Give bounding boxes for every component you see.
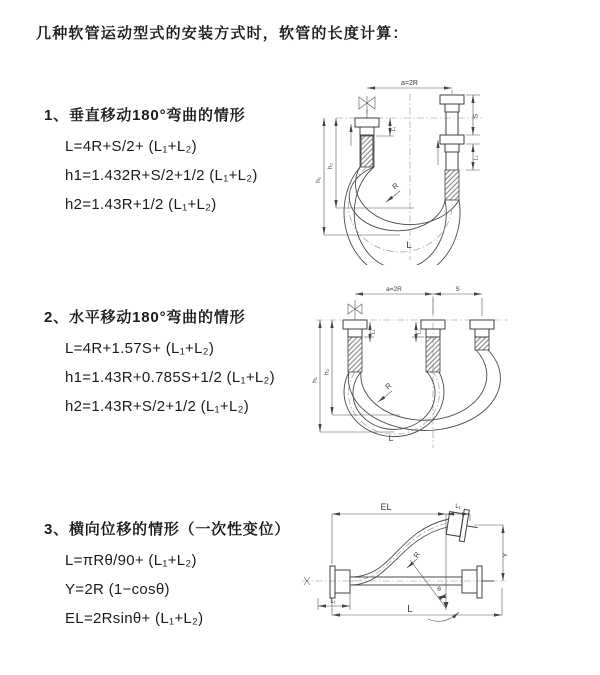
dim-label-l1: L₁: [416, 329, 423, 335]
radius-callout: [386, 181, 401, 202]
dim-s: [466, 95, 480, 135]
section-horizontal-180: [44, 306, 275, 421]
dim-label-l1: L₁: [370, 329, 377, 335]
formula-L-1: L=4R+S/2+ (L₁+L₂): [65, 138, 197, 155]
section-3-heading: 3、横向位移的情形（一次性变位）: [44, 521, 291, 538]
section-1-heading: 1、垂直移动180°弯曲的情形: [44, 107, 246, 124]
dim-label-h2: h₂: [323, 368, 331, 376]
dim-l1-left: [364, 322, 377, 342]
right-pipe-fitting: [470, 320, 494, 350]
swing-direction-arrow: [428, 612, 459, 621]
dim-l1-bottom: [318, 593, 350, 610]
formula-h1-1: h1=1.432R+S/2+1/2 (L₁+L₂): [65, 167, 258, 184]
right-flange-lower: [462, 566, 494, 598]
dim-a2r: [367, 80, 452, 114]
dim-el: [332, 502, 446, 610]
dim-label-s: S: [472, 113, 480, 119]
dim-label-y: Y: [502, 552, 510, 558]
dim-label-l: L: [407, 604, 413, 615]
dim-label-l1: L₁: [391, 126, 397, 132]
formula-h2-2: h2=1.43R+S/2+1/2 (L₁+L₂): [65, 398, 250, 415]
dim-label-l-total: L: [388, 433, 394, 443]
formula-Y-3: Y=2R (1−cosθ): [65, 581, 170, 598]
dim-label-r: R: [411, 550, 423, 560]
page-title: 几种软管运动型式的安装方式时，软管的长度计算：: [36, 25, 409, 42]
left-pipe-fitting: [343, 320, 367, 372]
s-curve-hose-displaced: [350, 519, 449, 585]
section-lateral-displacement: [44, 518, 290, 633]
formula-EL-3: EL=2Rsinθ+ (L₁+L₂): [65, 610, 204, 627]
right-pipe-fitting: [438, 95, 464, 200]
dim-a2r: [355, 286, 482, 316]
dim-label-l1: L₁: [455, 504, 461, 510]
dim-s: [433, 286, 482, 294]
dim-label-h2: h₂: [327, 162, 334, 170]
section-vertical-180: [44, 104, 258, 219]
dim-label-r: R: [390, 180, 401, 192]
centerlines: [302, 577, 506, 585]
dim-label-a2r: a=2R: [386, 286, 402, 293]
diagram-horizontal-180-bend: [308, 280, 563, 455]
u-bend-hose-displaced: [348, 350, 500, 430]
dim-label-s: S: [455, 286, 460, 293]
section-2-heading: 2、水平移动180°弯曲的情形: [44, 309, 246, 326]
radius-callout: [378, 381, 394, 402]
angle-theta: [410, 560, 459, 621]
centerlines: [316, 296, 508, 448]
dim-label-h1: h₁: [315, 177, 322, 183]
dim-label-el: EL: [380, 502, 392, 512]
diagram-lateral-displacement: [298, 498, 580, 650]
formula-h1-2: h1=1.43R+0.785S+1/2 (L₁+L₂): [65, 369, 275, 386]
braided-hose-section: [360, 136, 374, 167]
braided-hose-section: [475, 337, 489, 350]
dim-label-r: R: [383, 380, 394, 392]
u-bend-hose: [344, 167, 460, 265]
left-pipe-fitting: [351, 118, 379, 167]
dim-label-h1: h₁: [311, 377, 319, 383]
formula-L-3: L=πRθ/90+ (L₁+L₂): [65, 552, 197, 569]
formula-L-2: L=4R+1.57S+ (L₁+L₂): [65, 340, 215, 357]
dim-label-l-total: L: [406, 240, 412, 251]
radius-callout: [407, 550, 422, 568]
dim-label-l1: L₁: [473, 155, 480, 161]
braided-hose-section: [445, 170, 459, 200]
braided-hose-section: [348, 337, 362, 372]
dim-l1-right: [466, 144, 480, 170]
braided-hose-section: [426, 337, 440, 372]
u-bend-hose-original: [344, 372, 444, 437]
dim-label-a2r: a=2R: [401, 80, 418, 87]
dim-label-l1: L₁: [330, 599, 336, 605]
dim-label-theta: θ: [437, 586, 441, 593]
dim-y: [474, 525, 510, 581]
formula-h2-1: h2=1.43R+1/2 (L₁+L₂): [65, 196, 217, 213]
left-flange: [330, 566, 350, 598]
diagram-vertical-180-bend: [310, 70, 560, 265]
dim-l1-middle: [412, 322, 424, 342]
